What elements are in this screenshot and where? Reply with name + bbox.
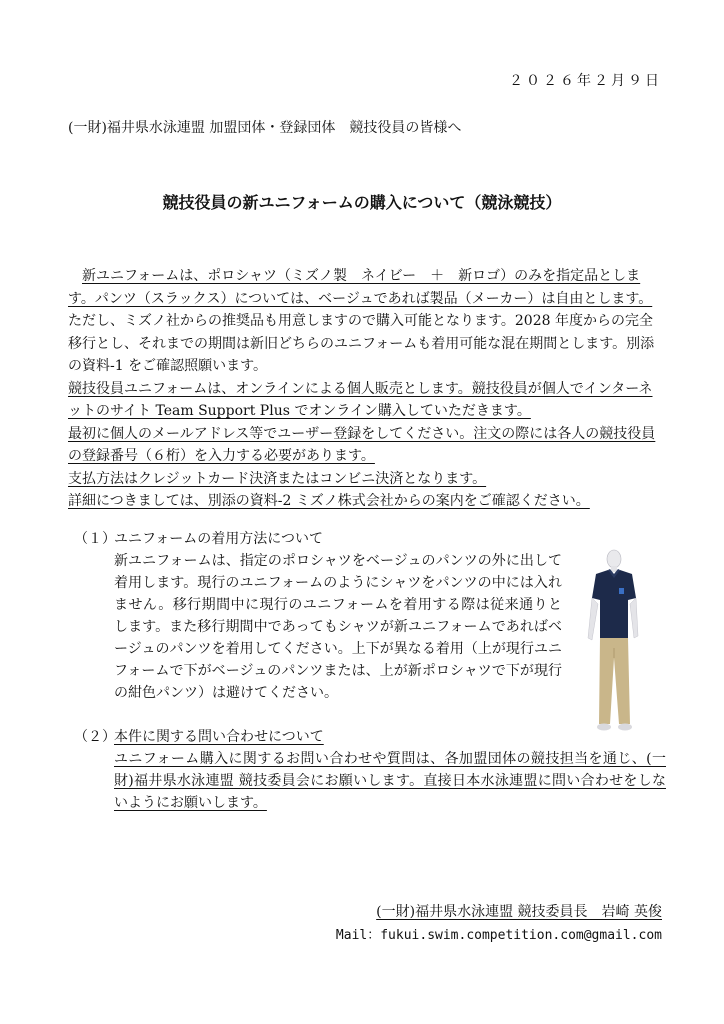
document-title: 競技役員の新ユニフォームの購入について（競泳競技） xyxy=(162,193,562,212)
intro-paragraph-2 xyxy=(68,378,666,423)
intro-details-text: 詳細につきましては、別添の資料-2 ミズノ株式会社からの案内をご確認ください。 xyxy=(68,493,590,509)
signature-name: (一財)福井県水泳連盟 競技委員長 岩崎 英俊 xyxy=(376,904,662,920)
intro-online-sales-text: 競技役員ユニフォームは、オンラインによる個人販売とします。競技役員が個人でインターネットのサイト Team Support Plus でオンライン購入していただきます。 xyxy=(68,380,653,419)
intro-paragraph-4 xyxy=(68,468,666,491)
section-1-heading: ユニフォームの着用方法について xyxy=(114,531,324,547)
intro-block xyxy=(68,265,666,513)
section-1-body: 新ユニフォームは、指定のポロシャツをベージュのパンツの外に出して着用します。現行のユニフォームのようにシャツをパンツの中には入れません。移行期間中に現行のユニフォームを着用する際は従来通りとします。また移行期間中であってもシャツが新ユニフォームであればベージュのパンツを着用してください。上下が異なる着用（上が現行ユニフォームで下がベージュのパンツまたは、上が新ポロシャツで下が現行の紺色パンツ）は避けてください。 xyxy=(114,553,562,701)
section-wearing-method xyxy=(74,528,584,704)
section-inquiries xyxy=(74,726,668,814)
section-1-heading-row xyxy=(74,528,584,550)
uniform-mannequin-illustration xyxy=(574,548,650,734)
section-2-body-text: ユニフォーム購入に関するお問い合わせや質問は、各加盟団体の競技担当を通じ、(一財)福井県水泳連盟 競技委員会にお願いします。直接日本水泳連盟に問い合わせをしないようにお願いします。 xyxy=(114,751,666,811)
section-2-body xyxy=(114,748,666,814)
section-1-number: （１） xyxy=(74,531,116,547)
signature-block xyxy=(336,900,662,948)
intro-paragraph-5 xyxy=(68,490,666,513)
intro-registration-text: 最初に個人のメールアドレス等でユーザー登録をしてください。注文の際には各人の競技役員の登録番号（６桁）を入力する必要があります。 xyxy=(68,425,656,464)
intro-paragraph-3 xyxy=(68,423,666,468)
section-2-heading: 本件に関する問い合わせについて xyxy=(114,729,324,745)
intro-plain-text: ただし、ミズノ社からの推奨品も用意しますので購入可能となります。2028 年度からの完全移行とし、それまでの期間は新旧どちらのユニフォームも着用可能な混在期間とします。別添の資料-1 をご確認照願います。 xyxy=(68,313,655,374)
section-2-heading-row xyxy=(74,726,668,748)
signature-mail: Mail：fukui.swim.competition.com@gmail.com xyxy=(335,928,662,943)
intro-underlined-text: 新ユニフォームは、ポロシャツ（ミズノ製 ネイビー ＋ 新ロゴ）のみを指定品とします。パンツ（スラックス）については、ベージュであれば製品（メーカー）は自由とします。 xyxy=(68,268,653,307)
intro-paragraph-1 xyxy=(68,265,666,378)
intro-payment-text: 支払方法はクレジットカード決済またはコンビニ決済となります。 xyxy=(68,470,487,487)
section-2-number: （２） xyxy=(74,729,116,745)
document-date: ２０２６年２月９日 xyxy=(509,73,662,89)
addressee-line: (一財)福井県水泳連盟 加盟団体・登録団体 競技役員の皆様へ xyxy=(68,120,462,136)
